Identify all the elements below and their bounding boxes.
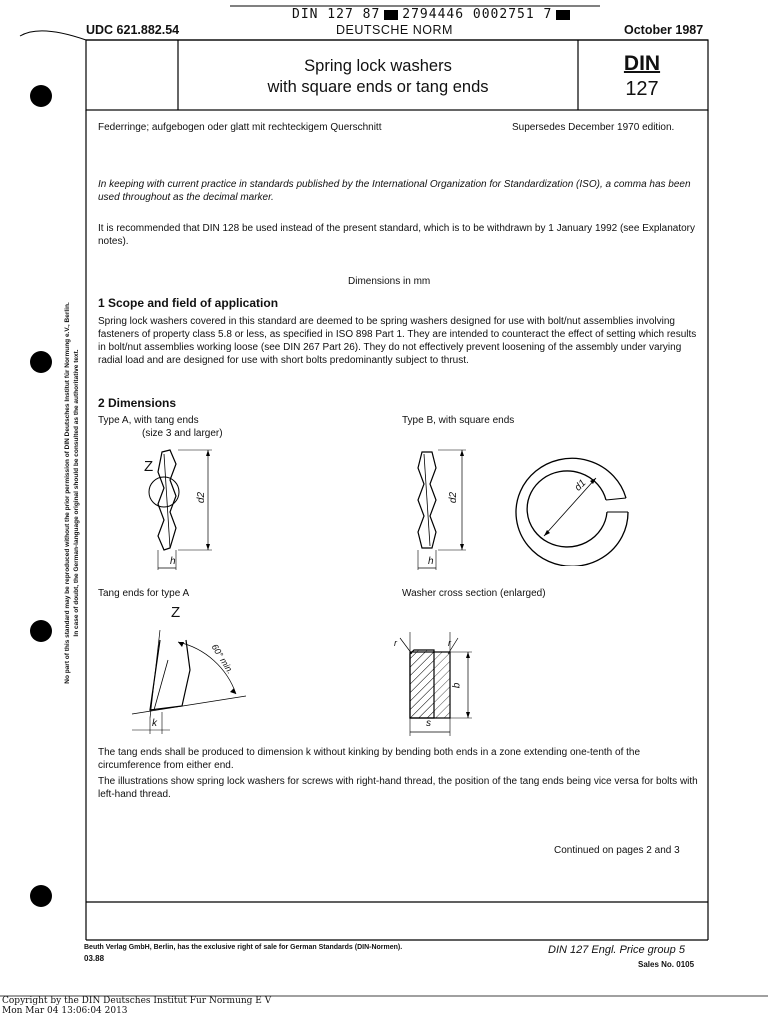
copyright-line-1: Copyright by the DIN Deutsches Institut Fur Normung E V bbox=[2, 996, 272, 1006]
fig-b-d2-label: d2 bbox=[448, 491, 460, 504]
cross-s-label: s bbox=[426, 718, 431, 729]
german-title: Federringe; aufgebogen oder glatt mit rechteckigem Querschnitt bbox=[98, 122, 382, 133]
type-a-label: Type A, with tang ends bbox=[98, 415, 199, 426]
tang-ends-figure bbox=[120, 630, 250, 740]
dimensions-note: Dimensions in mm bbox=[348, 276, 431, 287]
fig-b-d1-label: d1 bbox=[572, 477, 589, 494]
cross-section-label: Washer cross section (enlarged) bbox=[402, 588, 546, 599]
cross-section-figure bbox=[394, 632, 484, 742]
cross-r-label-right: r bbox=[448, 638, 451, 648]
tang-z-label: Z bbox=[171, 604, 181, 621]
din-label: DIN bbox=[623, 52, 661, 75]
type-b-label: Type B, with square ends bbox=[402, 415, 515, 426]
deutsche-norm: DEUTSCHE NORM bbox=[336, 23, 453, 37]
side-note-line-2: In case of doubt, the German-language original should be consulted as the authoritative text. bbox=[73, 349, 80, 637]
page-title bbox=[180, 56, 576, 98]
section-2-body-1: The tang ends shall be produced to dimension k without kinking by bending both ends in a zone extending one-tenth of the circumference from either end. bbox=[98, 747, 641, 771]
din-number: 127 bbox=[625, 78, 659, 100]
section-1-body: Spring lock washers covered in this standard are deemed to be spring washers designed for use with bolt/nut assemblies involving fasteners of property class 5.8 or less, as specified in ISO 898 Part 1. They are intended to counteract the effect of setting which results in bolt/nut assemblies working loose (see DIN 267 Part 26). They do not effectively prevent loosening of the assembly under varying radial load and are designed for use with short bolts predominantly subject to thrust. bbox=[98, 316, 697, 366]
fig-a-z-label: Z bbox=[144, 458, 154, 475]
cross-r-label-left: r bbox=[394, 638, 397, 648]
barcode-text-b: 2794446 0002751 7 bbox=[402, 7, 553, 22]
supersedes-note: Supersedes December 1970 edition. bbox=[512, 122, 675, 133]
barcode-block bbox=[556, 10, 570, 20]
type-b-ring-figure bbox=[510, 456, 640, 566]
copyright-line-2: Mon Mar 04 13:06:04 2013 bbox=[2, 1006, 128, 1016]
section-2-body-2: The illustrations show spring lock washers for screws with right-hand thread, the position of the tang ends being vice versa for bolts with left-hand thread. bbox=[98, 776, 698, 800]
continued-note: Continued on pages 2 and 3 bbox=[554, 845, 680, 856]
barcode-text-a: DIN 127 87 bbox=[292, 7, 381, 22]
tang-k-label: k bbox=[152, 718, 157, 729]
din-number-box bbox=[578, 52, 706, 101]
type-b-figure bbox=[400, 440, 490, 580]
publisher-note: Beuth Verlag GmbH, Berlin, has the exclusive right of sale for German Standards (DIN-Normen). bbox=[84, 944, 403, 951]
copyright-side-note bbox=[63, 263, 81, 723]
side-note-line-1: No part of this standard may be reproduced without the prior permission of DIN Deutsches Institut für Normung e.V., Berlin. bbox=[64, 302, 71, 684]
copyright-stamp bbox=[2, 996, 271, 1016]
document-code: 03.88 bbox=[84, 954, 105, 963]
fig-a-d2-label: d2 bbox=[196, 491, 208, 504]
title-line-1: Spring lock washers bbox=[304, 57, 452, 75]
tang-angle-label: 60° min. bbox=[209, 642, 236, 676]
type-a-sublabel: (size 3 and larger) bbox=[142, 428, 223, 439]
comma-note: In keeping with current practice in standards published by the International Organization for Standardization (ISO), a comma has been used throughout as the decimal marker. bbox=[98, 179, 691, 203]
type-a-figure bbox=[140, 440, 230, 580]
udc-code: UDC 621.882.54 bbox=[86, 23, 180, 37]
sales-number: Sales No. 0105 bbox=[638, 960, 695, 969]
recommend-note: It is recommended that DIN 128 be used instead of the present standard, which is to be withdrawn by 1 January 1992 (see Explanatory notes). bbox=[98, 223, 696, 247]
cross-b-label: b bbox=[451, 682, 463, 689]
title-line-2: with square ends or tang ends bbox=[267, 78, 489, 96]
tang-ends-label: Tang ends for type A bbox=[98, 588, 190, 599]
fig-b-h-label: h bbox=[428, 556, 434, 567]
barcode-block bbox=[384, 10, 398, 20]
issue-date: October 1987 bbox=[624, 23, 704, 37]
section-2-heading: 2 Dimensions bbox=[98, 396, 177, 410]
price-group: DIN 127 Engl. Price group 5 bbox=[548, 944, 685, 956]
section-1-heading: 1 Scope and field of application bbox=[98, 296, 279, 310]
document-barcode bbox=[292, 7, 574, 22]
fig-a-h-label: h bbox=[170, 556, 176, 567]
